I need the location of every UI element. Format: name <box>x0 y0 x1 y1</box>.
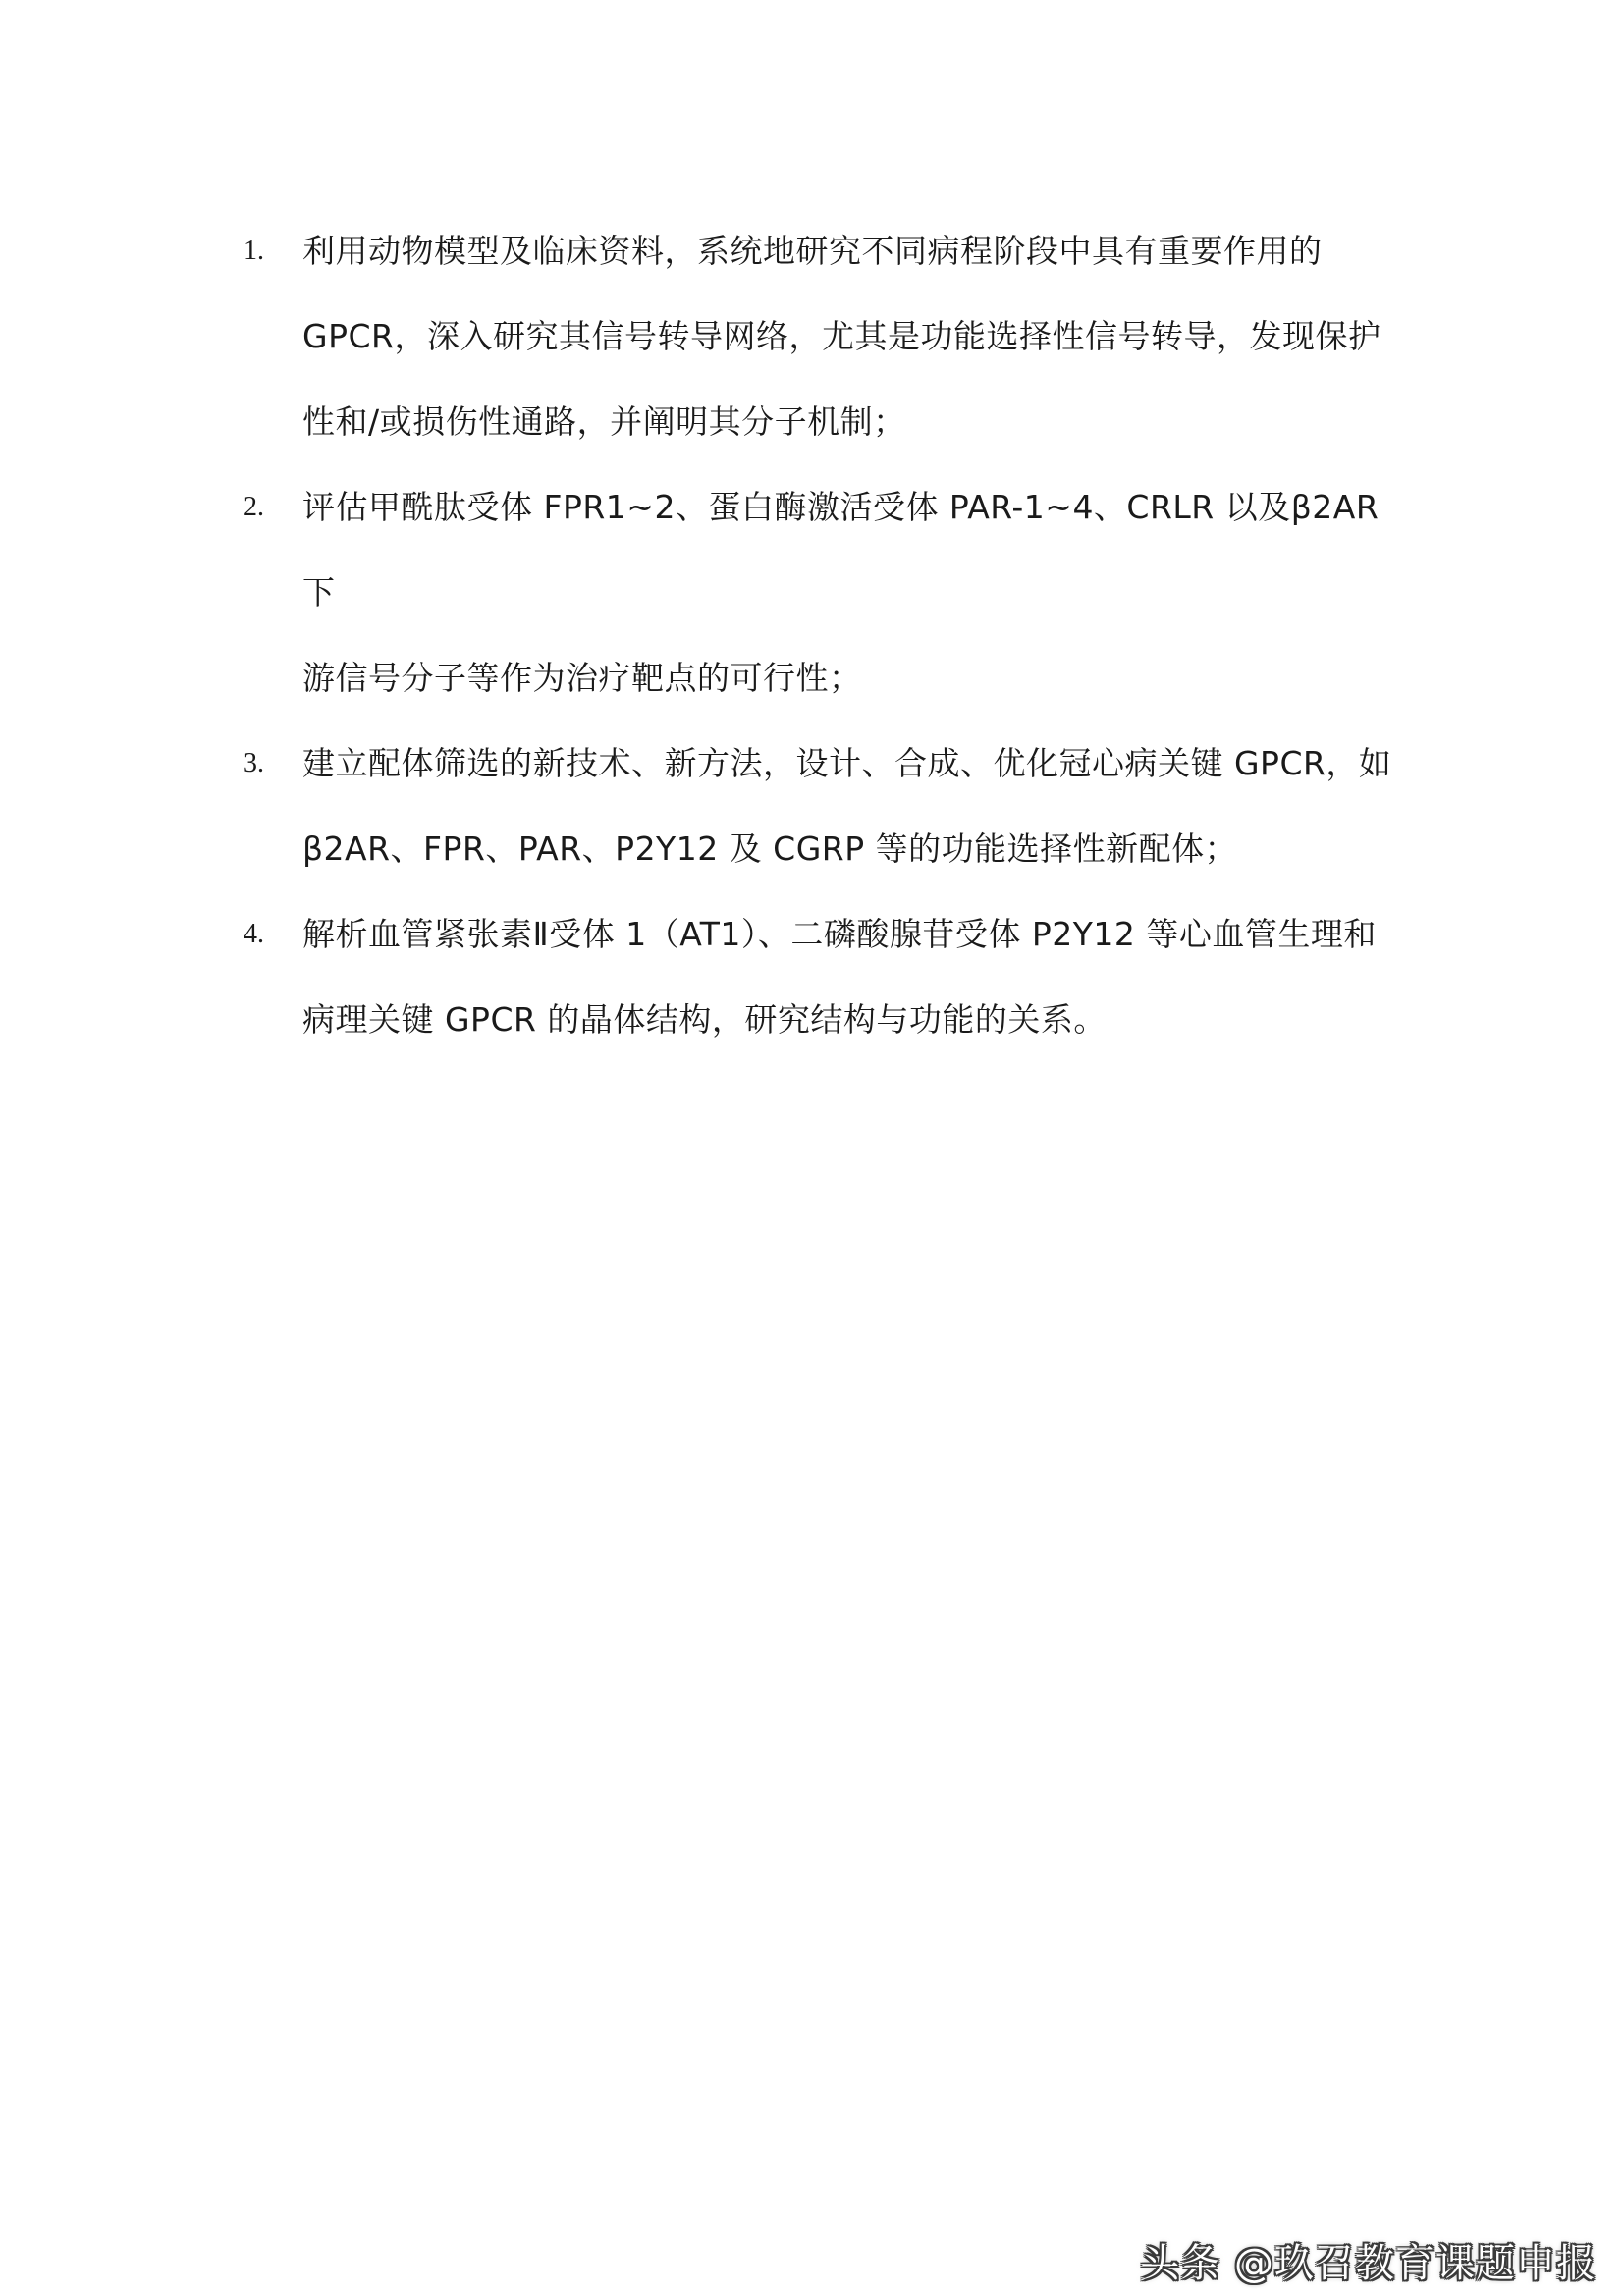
list-item-number: 1. <box>244 236 264 266</box>
list-item-line: 游信号分子等作为治疗靶点的可行性； <box>302 659 862 697</box>
list-item-line: β2AR、FPR、PAR、P2Y12 及 CGRP 等的功能选择性新配体； <box>302 829 1238 868</box>
list-item-line: GPCR，深入研究其信号转导网络，尤其是功能选择性信号转导，发现保护 <box>302 317 1381 355</box>
list-item <box>244 464 1392 721</box>
list-item-line: 性和/或损伤性通路，并阐明其分子机制； <box>302 402 906 441</box>
watermark: 头条 @玖召教育课题申报 <box>1140 2241 1597 2286</box>
list-item-line: 病理关键 GPCR 的晶体结构，研究结构与功能的关系。 <box>302 1000 1107 1039</box>
list-item <box>244 721 1392 891</box>
list-item-line: 评估甲酰肽受体 FPR1~2、蛋白酶激活受体 PAR-1~4、CRLR 以及β2AR 下 <box>302 488 1380 612</box>
list-item-line: 解析血管紧张素Ⅱ受体 1（AT1）、二磷酸腺苷受体 P2Y12 等心血管生理和 <box>302 915 1377 953</box>
objectives-list <box>244 208 1392 1062</box>
list-item-line: 利用动物模型及临床资料，系统地研究不同病程阶段中具有重要作用的 <box>302 232 1323 270</box>
list-item <box>244 891 1392 1062</box>
list-item-number: 2. <box>244 492 264 522</box>
list-item-number: 3. <box>244 748 264 778</box>
list-item <box>244 208 1392 464</box>
list-item-line: 建立配体筛选的新技术、新方法，设计、合成、优化冠心病关键 GPCR，如 <box>302 744 1392 782</box>
list-item-number: 4. <box>244 919 264 949</box>
